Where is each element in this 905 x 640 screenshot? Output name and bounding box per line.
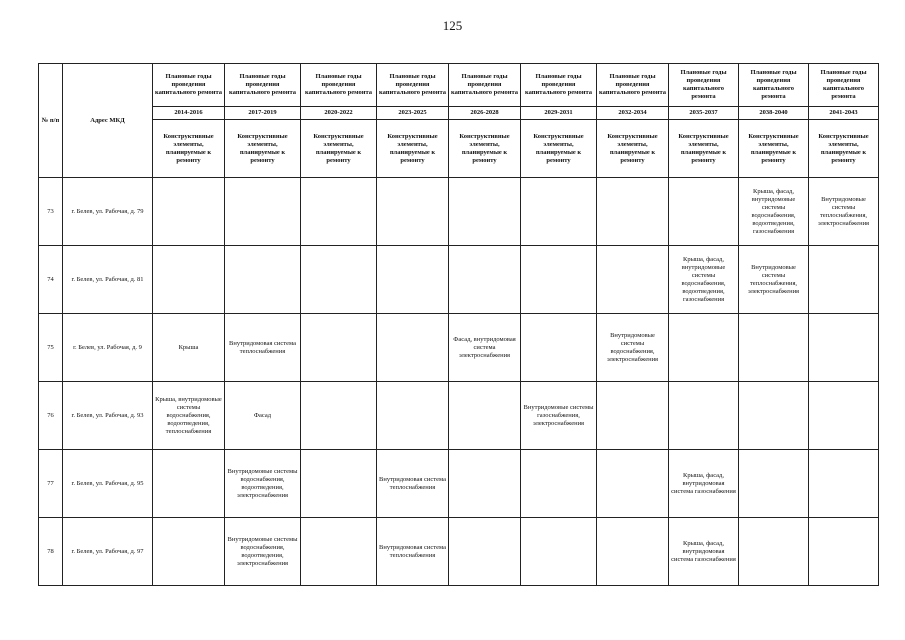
header-period: 2026-2028 (449, 107, 521, 120)
header-elements-label: Конструктивные элементы, планируемые к ремонту (225, 120, 301, 178)
header-elements-label: Конструктивные элементы, планируемые к ремонту (597, 120, 669, 178)
row-cell (377, 178, 449, 246)
row-cell (301, 246, 377, 314)
row-cell (597, 178, 669, 246)
row-cell: Крыша, фасад, внутридомовые системы водоснабжения, водоотведения, газоснабжения (739, 178, 809, 246)
row-cell (669, 314, 739, 382)
row-cell (597, 518, 669, 586)
row-cell: Внутридомовая система теплоснабжения (225, 314, 301, 382)
row-number: 77 (39, 450, 63, 518)
row-cell (153, 450, 225, 518)
header-plan-label: Плановые годы проведения капитального ремонта (301, 64, 377, 107)
row-cell (301, 450, 377, 518)
row-number: 74 (39, 246, 63, 314)
row-cell (739, 518, 809, 586)
row-cell: Внутридомовая система теплоснабжения (377, 450, 449, 518)
table-row (39, 518, 879, 586)
header-plan-label: Плановые годы проведения капитального ремонта (153, 64, 225, 107)
row-cell (597, 450, 669, 518)
row-cell (521, 518, 597, 586)
page-number: 125 (442, 18, 463, 33)
row-cell (809, 450, 879, 518)
header-num: № п/п (39, 64, 63, 178)
row-cell (449, 178, 521, 246)
row-number: 76 (39, 382, 63, 450)
row-cell (521, 450, 597, 518)
row-cell (739, 314, 809, 382)
row-cell (669, 382, 739, 450)
row-cell: Крыша, фасад, внутридомовая система газоснабжения (669, 450, 739, 518)
table-row (39, 246, 879, 314)
row-cell: Внутридомовые системы водоснабжения, водоотведения, электроснабжения (225, 518, 301, 586)
row-cell: Внутридомовые системы теплоснабжения, электроснабжения (739, 246, 809, 314)
row-cell (809, 382, 879, 450)
row-cell: Крыша, фасад, внутридомовые системы водоснабжения, водоотведения, газоснабжения (669, 246, 739, 314)
row-cell (377, 246, 449, 314)
header-period: 2035-2037 (669, 107, 739, 120)
row-cell (809, 518, 879, 586)
row-address: г. Белев, ул. Рабочая, д. 81 (63, 246, 153, 314)
row-cell: Крыша, фасад, внутридомовая система газоснабжения (669, 518, 739, 586)
row-cell: Внутридомовые системы теплоснабжения, электроснабжения (809, 178, 879, 246)
header-plan-label: Плановые годы проведения капитального ремонта (225, 64, 301, 107)
row-cell (521, 246, 597, 314)
row-address: г. Белев, ул. Рабочая, д. 93 (63, 382, 153, 450)
row-cell (301, 518, 377, 586)
row-cell: Крыша, внутридомовые системы водоснабжения, водоотведения, теплоснабжения (153, 382, 225, 450)
header-elements-label: Конструктивные элементы, планируемые к ремонту (153, 120, 225, 178)
row-cell: Фасад (225, 382, 301, 450)
header-elements-label: Конструктивные элементы, планируемые к ремонту (739, 120, 809, 178)
header-period: 2020-2022 (301, 107, 377, 120)
row-cell: Внутридомовые системы водоснабжения, водоотведения, электроснабжения (225, 450, 301, 518)
row-cell (301, 178, 377, 246)
row-cell (377, 382, 449, 450)
header-elements-label: Конструктивные элементы, планируемые к ремонту (809, 120, 879, 178)
row-cell (153, 518, 225, 586)
header-period: 2029-2031 (521, 107, 597, 120)
row-cell (153, 178, 225, 246)
table-row (39, 450, 879, 518)
table-row (39, 178, 879, 246)
row-cell (153, 246, 225, 314)
header-plan-label: Плановые годы проведения капитального ремонта (739, 64, 809, 107)
header-elements-label: Конструктивные элементы, планируемые к ремонту (301, 120, 377, 178)
row-cell (449, 518, 521, 586)
header-plan-label: Плановые годы проведения капитального ремонта (449, 64, 521, 107)
row-address: г. Белев, ул. Рабочая, д. 79 (63, 178, 153, 246)
row-cell (809, 246, 879, 314)
table-row (39, 314, 879, 382)
header-plan-label: Плановые годы проведения капитального ремонта (521, 64, 597, 107)
table-row (39, 382, 879, 450)
row-cell (809, 314, 879, 382)
row-cell (597, 246, 669, 314)
header-period: 2041-2043 (809, 107, 879, 120)
row-cell (521, 314, 597, 382)
row-cell (521, 178, 597, 246)
row-cell (449, 450, 521, 518)
header-plan-label: Плановые годы проведения капитального ремонта (669, 64, 739, 107)
row-cell (597, 382, 669, 450)
header-period: 2032-2034 (597, 107, 669, 120)
row-cell: Внутридомовые системы водоснабжения, электроснабжения (597, 314, 669, 382)
row-address: г. Белев, ул. Рабочая, д. 95 (63, 450, 153, 518)
row-cell: Крыша (153, 314, 225, 382)
header-elements-label: Конструктивные элементы, планируемые к ремонту (669, 120, 739, 178)
header-period: 2014-2016 (153, 107, 225, 120)
row-cell (377, 314, 449, 382)
row-cell (739, 382, 809, 450)
header-elements-label: Конструктивные элементы, планируемые к ремонту (377, 120, 449, 178)
row-number: 73 (39, 178, 63, 246)
row-cell (225, 246, 301, 314)
row-address: г. Белев, ул. Рабочая, д. 9 (63, 314, 153, 382)
header-period: 2017-2019 (225, 107, 301, 120)
row-cell (739, 450, 809, 518)
header-plan-label: Плановые годы проведения капитального ремонта (809, 64, 879, 107)
row-cell (225, 178, 301, 246)
row-cell: Фасад, внутридомовая система электроснабжения (449, 314, 521, 382)
row-cell: Внутридомовая система теплоснабжения (377, 518, 449, 586)
header-elements-label: Конструктивные элементы, планируемые к ремонту (521, 120, 597, 178)
header-plan-label: Плановые годы проведения капитального ремонта (597, 64, 669, 107)
header-address: Адрес МКД (63, 64, 153, 178)
row-cell (301, 382, 377, 450)
row-cell (301, 314, 377, 382)
header-period: 2023-2025 (377, 107, 449, 120)
header-period: 2038-2040 (739, 107, 809, 120)
header-plan-label: Плановые годы проведения капитального ремонта (377, 64, 449, 107)
header-elements-label: Конструктивные элементы, планируемые к ремонту (449, 120, 521, 178)
row-cell: Внутридомовые системы газоснабжения, электроснабжения (521, 382, 597, 450)
row-address: г. Белев, ул. Рабочая, д. 97 (63, 518, 153, 586)
row-cell (449, 382, 521, 450)
row-number: 78 (39, 518, 63, 586)
row-number: 75 (39, 314, 63, 382)
row-cell (449, 246, 521, 314)
row-cell (669, 178, 739, 246)
capital-repair-table (38, 63, 879, 586)
